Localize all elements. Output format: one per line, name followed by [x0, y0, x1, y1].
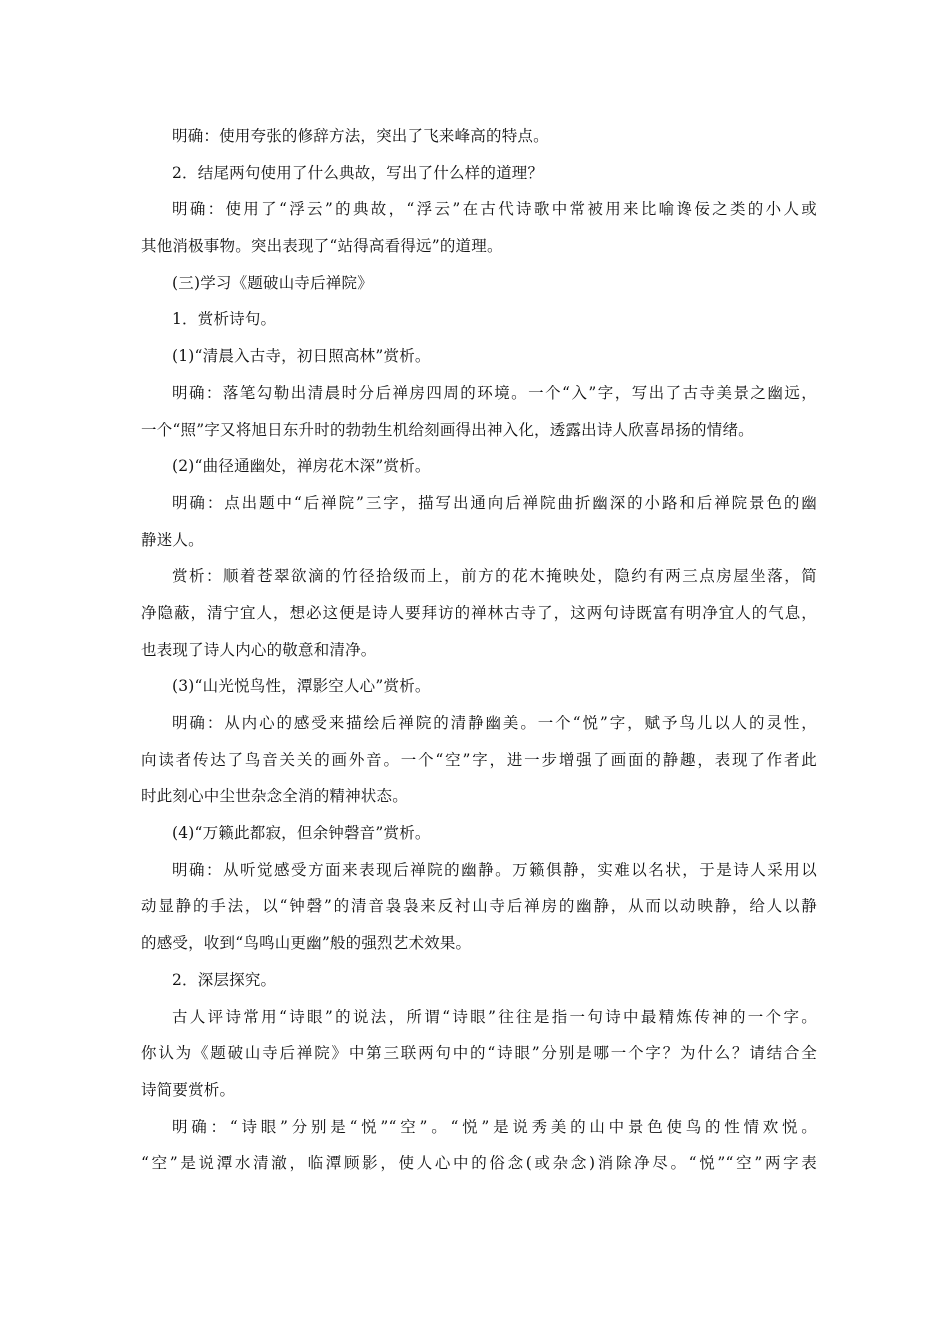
text-line: “空”是说潭水清澈，临潭顾影，使人心中的俗念(或杂念)消除净尽。“悦”“空”两字表: [141, 1154, 817, 1173]
text-line: 其他消极事物。突出表现了“站得高看得远”的道理。: [141, 237, 503, 256]
text-line: 明确：从内心的感受来描绘后禅院的清静幽美。一个“悦”字，赋予鸟儿以人的灵性，: [172, 714, 817, 732]
text-line: 明确：使用夸张的修辞方法，突出了飞来峰高的特点。: [172, 127, 549, 145]
document-page: [141, 118, 817, 1182]
text-line: 1．赏析诗句。: [172, 310, 277, 329]
text-line: 2．结尾两句使用了什么典故，写出了什么样的道理？: [172, 163, 544, 182]
text-line: 明确：点出题中“后禅院”三字，描写出通向后禅院曲折幽深的小路和后禅院景色的幽: [172, 493, 817, 512]
text-line: (三)学习《题破山寺后禅院》: [172, 273, 373, 292]
text-line: 的感受，收到“鸟鸣山更幽”般的强烈艺术效果。: [141, 934, 472, 953]
text-line: 明确：落笔勾勒出清晨时分后禅房四周的环境。一个“入”字，写出了古寺美景之幽远，: [172, 383, 817, 402]
text-line: 明确：“诗眼”分别是“悦”“空”。“悦”是说秀美的山中景色使鸟的性情欢悦。: [172, 1117, 817, 1136]
text-line: 时此刻心中尘世杂念全消的精神状态。: [141, 787, 408, 806]
text-line: 动显静的手法，以“钟磬”的清音袅袅来反衬山寺后禅房的幽静，从而以动映静，给人以静: [141, 897, 817, 916]
text-line: 向读者传达了鸟音关关的画外音。一个“空”字，进一步增强了画面的静趣，表现了作者此: [141, 750, 817, 769]
text-line: 诗简要赏析。: [141, 1080, 236, 1099]
text-line: 古人评诗常用“诗眼”的说法，所谓“诗眼”往往是指一句诗中最精炼传神的一个字。: [172, 1007, 817, 1026]
text-line: 赏析：顺着苍翠欲滴的竹径拾级而上，前方的花木掩映处，隐约有两三点房屋坐落，简: [172, 567, 817, 586]
text-line: 你认为《题破山寺后禅院》中第三联两句中的“诗眼”分别是哪一个字？为什么？请结合全: [141, 1044, 817, 1063]
text-line: (1)“清晨入古寺，初日照高林”赏析。: [172, 347, 431, 366]
text-line: 净隐蔽，清宁宜人，想必这便是诗人要拜访的禅林古寺了，这两句诗既富有明净宜人的气息，: [141, 603, 817, 622]
text-line: (3)“山光悦鸟性，潭影空人心”赏析。: [172, 677, 431, 696]
text-line: 也表现了诗人内心的敬意和清净。: [141, 640, 377, 659]
text-line: (4)“万籁此都寂，但余钟磬音”赏析。: [172, 824, 431, 843]
text-line: 静迷人。: [141, 530, 204, 549]
text-line: 明确：从听觉感受方面来表现后禅院的幽静。万籁俱静，实难以名状，于是诗人采用以: [172, 860, 817, 879]
text-line: 明确：使用了“浮云”的典故，“浮云”在古代诗歌中常被用来比喻谗佞之类的小人或: [172, 200, 817, 219]
text-line: 2．深层探究。: [172, 970, 277, 989]
text-line: 一个“照”字又将旭日东升时的勃勃生机给刻画得出神入化，透露出诗人欣喜昂扬的情绪。: [141, 420, 754, 439]
text-line: (2)“曲径通幽处，禅房花木深”赏析。: [172, 457, 431, 476]
